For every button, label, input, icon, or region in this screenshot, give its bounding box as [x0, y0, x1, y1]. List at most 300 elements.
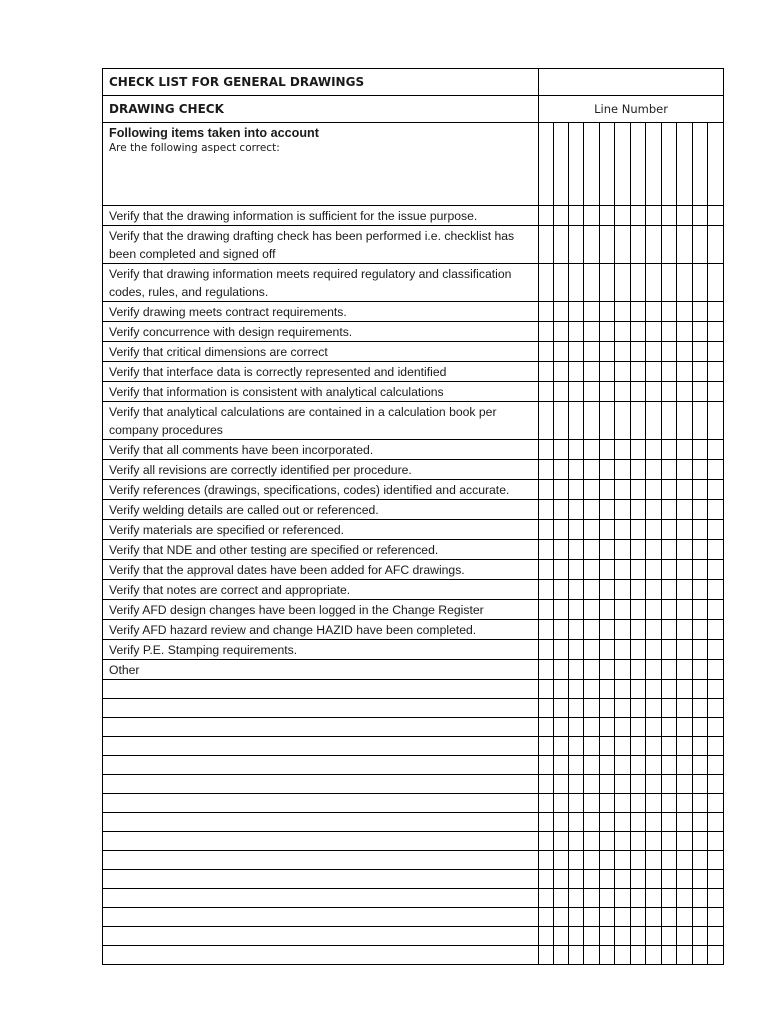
- check-box-12[interactable]: [708, 322, 724, 342]
- check-box-8[interactable]: [646, 718, 662, 737]
- check-box-1[interactable]: [539, 520, 554, 540]
- check-box-5[interactable]: [600, 480, 615, 500]
- check-box-12[interactable]: [708, 206, 724, 226]
- check-box-9[interactable]: [662, 851, 677, 870]
- check-box-3[interactable]: [569, 264, 584, 302]
- check-box-3[interactable]: [569, 322, 584, 342]
- check-box-7[interactable]: [631, 382, 646, 402]
- check-box-3[interactable]: [569, 699, 584, 718]
- check-box-2[interactable]: [554, 362, 569, 382]
- check-box-1[interactable]: [539, 813, 554, 832]
- check-box-10[interactable]: [677, 500, 693, 520]
- check-box-8[interactable]: [646, 580, 662, 600]
- check-box-12[interactable]: [708, 794, 724, 813]
- check-box-1[interactable]: [539, 206, 554, 226]
- check-box-1[interactable]: [539, 264, 554, 302]
- check-box-4[interactable]: [584, 660, 600, 680]
- check-box-4[interactable]: [584, 402, 600, 440]
- check-box-10[interactable]: [677, 794, 693, 813]
- check-box-1[interactable]: [539, 794, 554, 813]
- check-box-9[interactable]: [662, 580, 677, 600]
- check-box-1[interactable]: [539, 560, 554, 580]
- check-box-7[interactable]: [631, 480, 646, 500]
- check-box-2[interactable]: [554, 737, 569, 756]
- check-box-9[interactable]: [662, 500, 677, 520]
- check-box-3[interactable]: [569, 540, 584, 560]
- check-box-1[interactable]: [539, 908, 554, 927]
- check-box-4[interactable]: [584, 206, 600, 226]
- check-box-6[interactable]: [615, 123, 631, 206]
- check-box-8[interactable]: [646, 382, 662, 402]
- check-box-5[interactable]: [600, 123, 615, 206]
- check-box-10[interactable]: [677, 870, 693, 889]
- check-box-8[interactable]: [646, 302, 662, 322]
- check-box-2[interactable]: [554, 699, 569, 718]
- check-box-8[interactable]: [646, 264, 662, 302]
- check-box-2[interactable]: [554, 560, 569, 580]
- check-box-11[interactable]: [693, 756, 708, 775]
- check-box-5[interactable]: [600, 620, 615, 640]
- check-box-4[interactable]: [584, 699, 600, 718]
- check-box-4[interactable]: [584, 889, 600, 908]
- check-box-12[interactable]: [708, 560, 724, 580]
- check-box-12[interactable]: [708, 460, 724, 480]
- check-box-6[interactable]: [615, 402, 631, 440]
- check-box-11[interactable]: [693, 460, 708, 480]
- check-box-11[interactable]: [693, 620, 708, 640]
- check-box-5[interactable]: [600, 302, 615, 322]
- check-box-1[interactable]: [539, 680, 554, 699]
- check-box-12[interactable]: [708, 226, 724, 264]
- check-box-1[interactable]: [539, 851, 554, 870]
- check-box-1[interactable]: [539, 123, 554, 206]
- check-box-9[interactable]: [662, 680, 677, 699]
- check-box-2[interactable]: [554, 889, 569, 908]
- check-box-11[interactable]: [693, 322, 708, 342]
- check-box-7[interactable]: [631, 600, 646, 620]
- check-box-8[interactable]: [646, 870, 662, 889]
- check-box-9[interactable]: [662, 832, 677, 851]
- check-box-3[interactable]: [569, 775, 584, 794]
- check-box-7[interactable]: [631, 520, 646, 540]
- check-box-5[interactable]: [600, 699, 615, 718]
- check-box-8[interactable]: [646, 440, 662, 460]
- check-box-3[interactable]: [569, 927, 584, 946]
- check-box-8[interactable]: [646, 620, 662, 640]
- check-box-4[interactable]: [584, 908, 600, 927]
- check-box-3[interactable]: [569, 440, 584, 460]
- check-box-6[interactable]: [615, 851, 631, 870]
- check-box-3[interactable]: [569, 206, 584, 226]
- check-box-8[interactable]: [646, 737, 662, 756]
- check-box-1[interactable]: [539, 832, 554, 851]
- check-box-4[interactable]: [584, 440, 600, 460]
- check-box-2[interactable]: [554, 460, 569, 480]
- check-box-2[interactable]: [554, 927, 569, 946]
- check-box-7[interactable]: [631, 540, 646, 560]
- check-box-11[interactable]: [693, 580, 708, 600]
- check-box-9[interactable]: [662, 889, 677, 908]
- check-box-9[interactable]: [662, 402, 677, 440]
- check-box-6[interactable]: [615, 302, 631, 322]
- check-box-5[interactable]: [600, 520, 615, 540]
- check-box-2[interactable]: [554, 342, 569, 362]
- check-box-10[interactable]: [677, 946, 693, 965]
- check-box-9[interactable]: [662, 480, 677, 500]
- check-box-11[interactable]: [693, 737, 708, 756]
- check-box-10[interactable]: [677, 560, 693, 580]
- check-box-3[interactable]: [569, 756, 584, 775]
- check-box-10[interactable]: [677, 927, 693, 946]
- check-box-12[interactable]: [708, 946, 724, 965]
- check-box-2[interactable]: [554, 500, 569, 520]
- check-box-5[interactable]: [600, 718, 615, 737]
- check-box-4[interactable]: [584, 520, 600, 540]
- check-box-9[interactable]: [662, 440, 677, 460]
- check-box-11[interactable]: [693, 520, 708, 540]
- check-box-10[interactable]: [677, 680, 693, 699]
- check-box-5[interactable]: [600, 264, 615, 302]
- check-box-7[interactable]: [631, 620, 646, 640]
- check-box-5[interactable]: [600, 500, 615, 520]
- check-box-7[interactable]: [631, 402, 646, 440]
- check-box-6[interactable]: [615, 226, 631, 264]
- check-box-10[interactable]: [677, 699, 693, 718]
- check-box-1[interactable]: [539, 362, 554, 382]
- check-box-1[interactable]: [539, 946, 554, 965]
- check-box-12[interactable]: [708, 870, 724, 889]
- check-box-3[interactable]: [569, 660, 584, 680]
- check-box-7[interactable]: [631, 946, 646, 965]
- check-box-12[interactable]: [708, 851, 724, 870]
- check-box-7[interactable]: [631, 660, 646, 680]
- check-box-2[interactable]: [554, 813, 569, 832]
- check-box-8[interactable]: [646, 362, 662, 382]
- check-box-1[interactable]: [539, 480, 554, 500]
- check-box-9[interactable]: [662, 927, 677, 946]
- check-box-9[interactable]: [662, 620, 677, 640]
- check-box-10[interactable]: [677, 440, 693, 460]
- check-box-4[interactable]: [584, 851, 600, 870]
- check-box-10[interactable]: [677, 600, 693, 620]
- check-box-8[interactable]: [646, 660, 662, 680]
- check-box-7[interactable]: [631, 775, 646, 794]
- check-box-7[interactable]: [631, 870, 646, 889]
- check-box-12[interactable]: [708, 580, 724, 600]
- check-box-4[interactable]: [584, 600, 600, 620]
- check-box-12[interactable]: [708, 500, 724, 520]
- check-box-7[interactable]: [631, 460, 646, 480]
- check-box-10[interactable]: [677, 402, 693, 440]
- check-box-11[interactable]: [693, 851, 708, 870]
- check-box-7[interactable]: [631, 226, 646, 264]
- check-box-2[interactable]: [554, 402, 569, 440]
- check-box-2[interactable]: [554, 440, 569, 460]
- check-box-8[interactable]: [646, 342, 662, 362]
- check-box-12[interactable]: [708, 660, 724, 680]
- check-box-11[interactable]: [693, 832, 708, 851]
- check-box-2[interactable]: [554, 540, 569, 560]
- check-box-5[interactable]: [600, 640, 615, 660]
- check-box-1[interactable]: [539, 600, 554, 620]
- check-box-3[interactable]: [569, 580, 584, 600]
- check-box-3[interactable]: [569, 382, 584, 402]
- check-box-10[interactable]: [677, 660, 693, 680]
- check-box-1[interactable]: [539, 402, 554, 440]
- check-box-7[interactable]: [631, 851, 646, 870]
- check-box-6[interactable]: [615, 362, 631, 382]
- check-box-4[interactable]: [584, 226, 600, 264]
- check-box-8[interactable]: [646, 226, 662, 264]
- check-box-10[interactable]: [677, 737, 693, 756]
- check-box-3[interactable]: [569, 620, 584, 640]
- check-box-5[interactable]: [600, 889, 615, 908]
- check-box-11[interactable]: [693, 889, 708, 908]
- check-box-5[interactable]: [600, 813, 615, 832]
- check-box-9[interactable]: [662, 946, 677, 965]
- check-box-8[interactable]: [646, 500, 662, 520]
- check-box-7[interactable]: [631, 889, 646, 908]
- check-box-7[interactable]: [631, 908, 646, 927]
- check-box-5[interactable]: [600, 870, 615, 889]
- check-box-1[interactable]: [539, 718, 554, 737]
- check-box-2[interactable]: [554, 226, 569, 264]
- check-box-2[interactable]: [554, 946, 569, 965]
- check-box-6[interactable]: [615, 540, 631, 560]
- check-box-8[interactable]: [646, 756, 662, 775]
- check-box-3[interactable]: [569, 123, 584, 206]
- check-box-9[interactable]: [662, 226, 677, 264]
- check-box-5[interactable]: [600, 342, 615, 362]
- check-box-7[interactable]: [631, 580, 646, 600]
- check-box-5[interactable]: [600, 756, 615, 775]
- check-box-3[interactable]: [569, 832, 584, 851]
- check-box-12[interactable]: [708, 440, 724, 460]
- check-box-10[interactable]: [677, 832, 693, 851]
- check-box-9[interactable]: [662, 660, 677, 680]
- check-box-4[interactable]: [584, 737, 600, 756]
- check-box-12[interactable]: [708, 737, 724, 756]
- check-box-5[interactable]: [600, 737, 615, 756]
- check-box-2[interactable]: [554, 680, 569, 699]
- check-box-4[interactable]: [584, 540, 600, 560]
- check-box-2[interactable]: [554, 206, 569, 226]
- check-box-9[interactable]: [662, 600, 677, 620]
- check-box-2[interactable]: [554, 756, 569, 775]
- check-box-6[interactable]: [615, 832, 631, 851]
- check-box-8[interactable]: [646, 908, 662, 927]
- check-box-10[interactable]: [677, 460, 693, 480]
- check-box-8[interactable]: [646, 123, 662, 206]
- check-box-4[interactable]: [584, 123, 600, 206]
- check-box-11[interactable]: [693, 382, 708, 402]
- check-box-12[interactable]: [708, 540, 724, 560]
- check-box-7[interactable]: [631, 640, 646, 660]
- check-box-6[interactable]: [615, 794, 631, 813]
- check-box-9[interactable]: [662, 382, 677, 402]
- check-box-9[interactable]: [662, 322, 677, 342]
- check-box-12[interactable]: [708, 775, 724, 794]
- check-box-6[interactable]: [615, 460, 631, 480]
- check-box-6[interactable]: [615, 500, 631, 520]
- check-box-3[interactable]: [569, 560, 584, 580]
- check-box-1[interactable]: [539, 775, 554, 794]
- check-box-3[interactable]: [569, 460, 584, 480]
- check-box-5[interactable]: [600, 540, 615, 560]
- check-box-11[interactable]: [693, 946, 708, 965]
- check-box-9[interactable]: [662, 640, 677, 660]
- check-box-1[interactable]: [539, 580, 554, 600]
- check-box-2[interactable]: [554, 382, 569, 402]
- check-box-7[interactable]: [631, 362, 646, 382]
- check-box-2[interactable]: [554, 580, 569, 600]
- check-box-7[interactable]: [631, 560, 646, 580]
- check-box-7[interactable]: [631, 756, 646, 775]
- check-box-12[interactable]: [708, 480, 724, 500]
- check-box-2[interactable]: [554, 520, 569, 540]
- check-box-9[interactable]: [662, 540, 677, 560]
- check-box-1[interactable]: [539, 440, 554, 460]
- check-box-10[interactable]: [677, 889, 693, 908]
- check-box-11[interactable]: [693, 302, 708, 322]
- check-box-5[interactable]: [600, 440, 615, 460]
- check-box-3[interactable]: [569, 946, 584, 965]
- check-box-4[interactable]: [584, 362, 600, 382]
- check-box-6[interactable]: [615, 927, 631, 946]
- check-box-5[interactable]: [600, 851, 615, 870]
- check-box-5[interactable]: [600, 794, 615, 813]
- check-box-4[interactable]: [584, 382, 600, 402]
- check-box-11[interactable]: [693, 640, 708, 660]
- check-box-3[interactable]: [569, 813, 584, 832]
- check-box-2[interactable]: [554, 302, 569, 322]
- check-box-8[interactable]: [646, 946, 662, 965]
- check-box-1[interactable]: [539, 540, 554, 560]
- check-box-12[interactable]: [708, 520, 724, 540]
- check-box-9[interactable]: [662, 460, 677, 480]
- check-box-6[interactable]: [615, 382, 631, 402]
- check-box-6[interactable]: [615, 580, 631, 600]
- check-box-11[interactable]: [693, 206, 708, 226]
- check-box-12[interactable]: [708, 382, 724, 402]
- check-box-12[interactable]: [708, 402, 724, 440]
- check-box-8[interactable]: [646, 775, 662, 794]
- check-box-7[interactable]: [631, 794, 646, 813]
- check-box-7[interactable]: [631, 342, 646, 362]
- check-box-4[interactable]: [584, 620, 600, 640]
- check-box-11[interactable]: [693, 718, 708, 737]
- check-box-8[interactable]: [646, 206, 662, 226]
- check-box-7[interactable]: [631, 927, 646, 946]
- check-box-11[interactable]: [693, 870, 708, 889]
- check-box-4[interactable]: [584, 794, 600, 813]
- check-box-6[interactable]: [615, 660, 631, 680]
- check-box-9[interactable]: [662, 264, 677, 302]
- check-box-7[interactable]: [631, 206, 646, 226]
- check-box-5[interactable]: [600, 927, 615, 946]
- check-box-1[interactable]: [539, 322, 554, 342]
- check-box-10[interactable]: [677, 342, 693, 362]
- check-box-4[interactable]: [584, 756, 600, 775]
- check-box-2[interactable]: [554, 620, 569, 640]
- check-box-6[interactable]: [615, 908, 631, 927]
- check-box-3[interactable]: [569, 362, 584, 382]
- check-box-5[interactable]: [600, 206, 615, 226]
- check-box-12[interactable]: [708, 362, 724, 382]
- check-box-2[interactable]: [554, 775, 569, 794]
- check-box-2[interactable]: [554, 480, 569, 500]
- check-box-12[interactable]: [708, 756, 724, 775]
- check-box-11[interactable]: [693, 226, 708, 264]
- check-box-10[interactable]: [677, 362, 693, 382]
- check-box-5[interactable]: [600, 600, 615, 620]
- check-box-3[interactable]: [569, 737, 584, 756]
- check-box-9[interactable]: [662, 718, 677, 737]
- check-box-11[interactable]: [693, 500, 708, 520]
- check-box-9[interactable]: [662, 756, 677, 775]
- check-box-11[interactable]: [693, 440, 708, 460]
- check-box-9[interactable]: [662, 699, 677, 718]
- check-box-6[interactable]: [615, 946, 631, 965]
- check-box-5[interactable]: [600, 680, 615, 699]
- check-box-2[interactable]: [554, 718, 569, 737]
- check-box-1[interactable]: [539, 737, 554, 756]
- check-box-12[interactable]: [708, 342, 724, 362]
- check-box-3[interactable]: [569, 402, 584, 440]
- check-box-8[interactable]: [646, 460, 662, 480]
- check-box-12[interactable]: [708, 123, 724, 206]
- check-box-11[interactable]: [693, 908, 708, 927]
- check-box-8[interactable]: [646, 832, 662, 851]
- check-box-9[interactable]: [662, 302, 677, 322]
- check-box-5[interactable]: [600, 560, 615, 580]
- check-box-10[interactable]: [677, 226, 693, 264]
- check-box-12[interactable]: [708, 813, 724, 832]
- check-box-3[interactable]: [569, 794, 584, 813]
- check-box-3[interactable]: [569, 226, 584, 264]
- check-box-7[interactable]: [631, 813, 646, 832]
- check-box-12[interactable]: [708, 832, 724, 851]
- check-box-6[interactable]: [615, 322, 631, 342]
- check-box-2[interactable]: [554, 794, 569, 813]
- check-box-2[interactable]: [554, 640, 569, 660]
- check-box-1[interactable]: [539, 460, 554, 480]
- check-box-6[interactable]: [615, 813, 631, 832]
- check-box-4[interactable]: [584, 927, 600, 946]
- check-box-4[interactable]: [584, 680, 600, 699]
- check-box-10[interactable]: [677, 206, 693, 226]
- check-box-12[interactable]: [708, 889, 724, 908]
- check-box-11[interactable]: [693, 794, 708, 813]
- check-box-9[interactable]: [662, 737, 677, 756]
- check-box-11[interactable]: [693, 680, 708, 699]
- check-box-11[interactable]: [693, 540, 708, 560]
- check-box-5[interactable]: [600, 460, 615, 480]
- check-box-3[interactable]: [569, 908, 584, 927]
- check-box-5[interactable]: [600, 946, 615, 965]
- check-box-8[interactable]: [646, 699, 662, 718]
- check-box-5[interactable]: [600, 226, 615, 264]
- check-box-3[interactable]: [569, 718, 584, 737]
- check-box-12[interactable]: [708, 927, 724, 946]
- check-box-7[interactable]: [631, 302, 646, 322]
- check-box-6[interactable]: [615, 756, 631, 775]
- check-box-6[interactable]: [615, 520, 631, 540]
- check-box-3[interactable]: [569, 520, 584, 540]
- check-box-12[interactable]: [708, 264, 724, 302]
- check-box-4[interactable]: [584, 500, 600, 520]
- check-box-7[interactable]: [631, 322, 646, 342]
